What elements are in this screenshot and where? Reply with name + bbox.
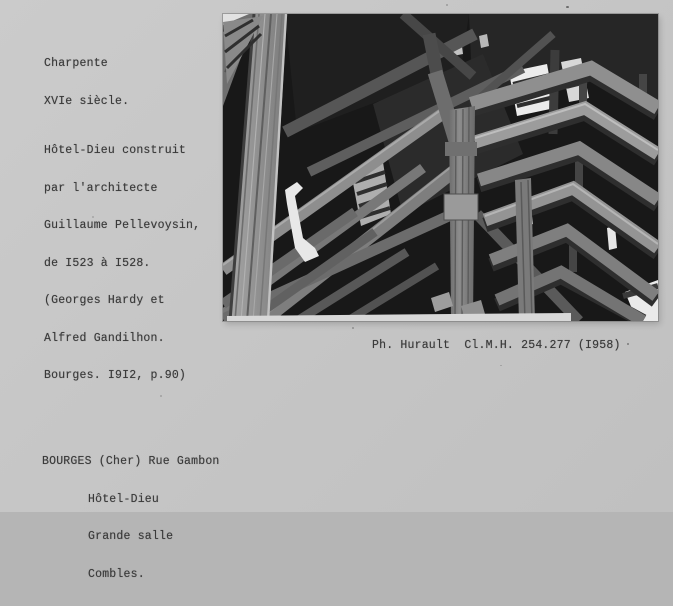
note-line: par l'architecte [44, 181, 158, 195]
dust-speck [446, 4, 448, 6]
dust-speck [352, 327, 354, 329]
roof-framing-illustration [223, 14, 658, 321]
dust-speck [160, 395, 162, 397]
typewritten-note-bottom [42, 431, 220, 606]
location-line-room: Grande salle [88, 530, 174, 543]
location-line-part: Combles. [88, 567, 145, 581]
typewritten-note-top [44, 33, 200, 408]
dust-speck [500, 365, 502, 366]
roof-framing-photo [223, 14, 658, 321]
note-line: Guillaume Pellevoysin, [44, 219, 201, 232]
note-line: Hôtel-Dieu construit [44, 144, 187, 157]
dust-speck [627, 343, 629, 345]
note-line: de I523 à I528. [44, 256, 151, 270]
note-line: Bourges. I9I2, p.90) [44, 369, 187, 382]
note-line-century: XVIe siècle. [44, 94, 130, 108]
location-line-city: BOURGES (Cher) Rue Gambon [42, 455, 220, 468]
dust-speck [92, 216, 94, 218]
location-line-building: Hôtel-Dieu [88, 492, 160, 506]
note-line: (Georges Hardy et [44, 294, 165, 307]
photo-credit: Ph. Hurault Cl.M.H. 254.277 (I958) [372, 339, 621, 352]
note-line: Alfred Gandilhon. [44, 331, 165, 345]
dust-speck [566, 6, 569, 8]
note-line-title: Charpente [44, 57, 108, 70]
